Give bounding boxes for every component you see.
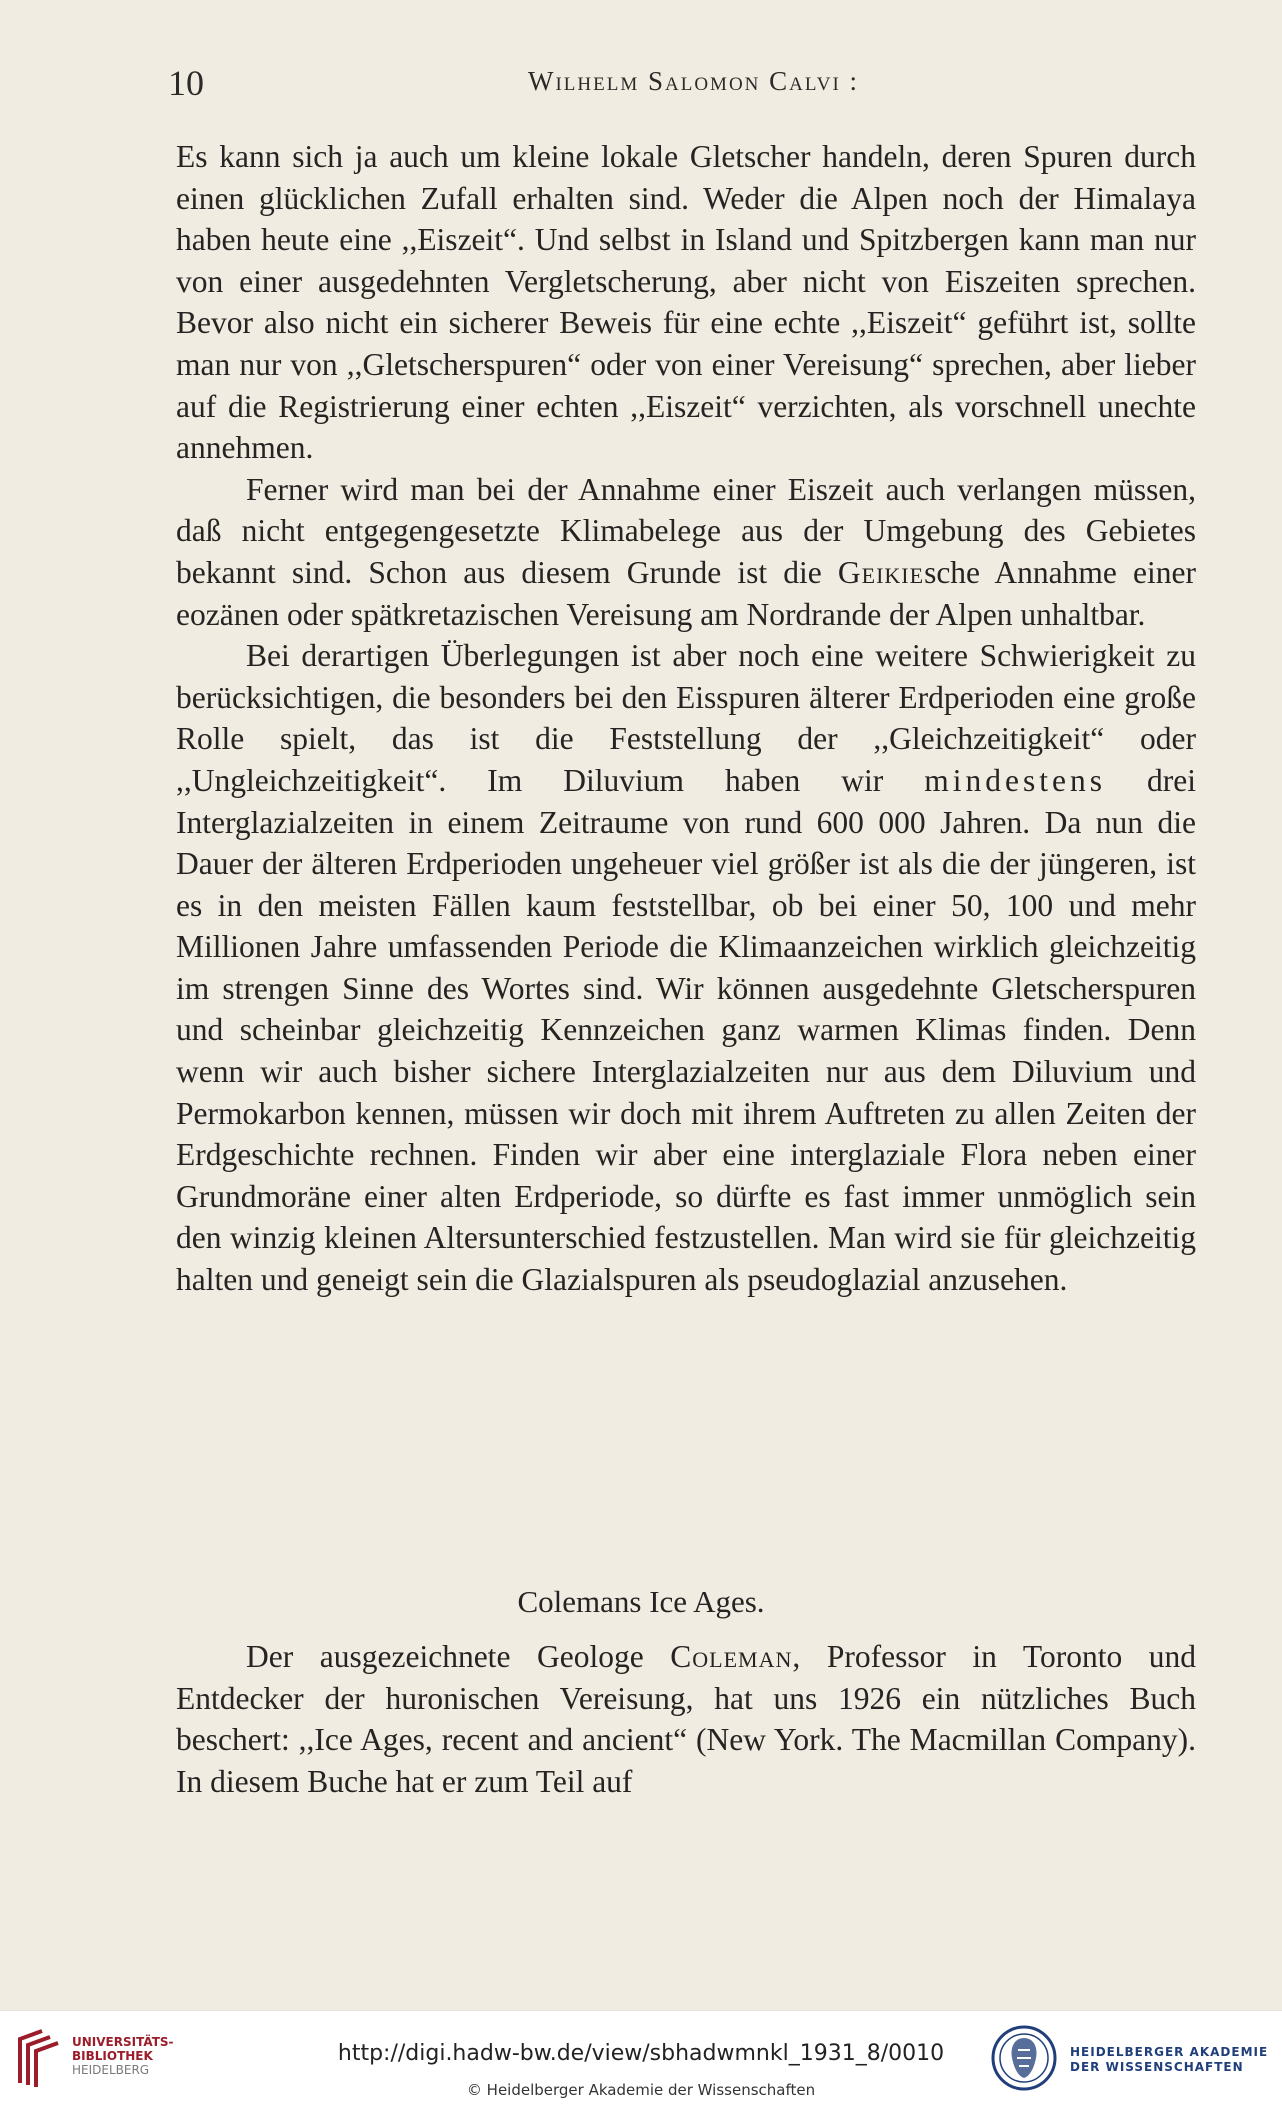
text-block-upper xyxy=(176,136,1196,1301)
paragraph-2-text-b: sche Annahme einer eozänen oder spätkretazischen Vereisung am Nordrande der Alpen unhaltbar. xyxy=(176,554,1196,632)
running-head: Wilhelm Salomon Calvi : xyxy=(528,66,860,96)
text-block-lower xyxy=(176,1636,1196,1802)
paragraph-4-text-b: , Professor in Toronto und Entdecker der huronischen Vereisung, hat uns 1926 ein nützliches Buch beschert: ,,Ice Ages, recent and ancient“ (New York. The Macmillan Company). In diesem Buche hat er zum Teil auf xyxy=(176,1639,1197,1799)
emphasis-mindestens: mindestens xyxy=(924,762,1106,798)
paragraph-4 xyxy=(176,1636,1196,1802)
paragraph-1: Es kann sich ja auch um kleine lokale Gletscher handeln, deren Spuren durch einen glücklichen Zufall erhalten sind. Weder die Alpen noch der Himalaya haben heute eine ,,Eiszeit“. Und selbst in Island und Spitzbergen kann man nur von einer ausgedehnten Vergletscherung, aber nicht von Eiszeiten sprechen. Bevor also nicht ein sicherer Beweis für eine echte ,,Eiszeit“ geführt ist, sollte man nur von ,,Gletscherspuren“ oder von einer Vereisung“ sprechen, aber lieber auf die Registrierung einer echten ,,Eiszeit“ verzichten, als vorschnell unechte annehmen. xyxy=(176,139,1196,466)
paragraph-2 xyxy=(176,469,1196,635)
academy-seal-icon xyxy=(990,2024,1058,2092)
permalink-url[interactable]: http://digi.hadw-bw.de/view/sbhadwmnkl_1931_8/0010 xyxy=(337,2041,945,2066)
footer-bar xyxy=(0,2010,1282,2105)
library-name-line-1: UNIVERSITÄTS- xyxy=(72,2035,174,2049)
paragraph-3-text-a: Bei derartigen Überlegungen ist aber noch eine weitere Schwierigkeit zu berücksichtigen, die besonders bei den Eisspuren älterer Erdperioden eine große Rolle spielt, das ist die Feststellung der ,,Gleichzeitigkeit“ oder ,,Ungleichzeitigkeit“. Im Diluvium haben wir xyxy=(176,638,1196,798)
paragraph-2-text-a: Ferner wird man bei der Annahme einer Eiszeit auch verlangen müssen, daß nicht entgegengesetzte Klimabelege aus der Umgebung des Gebietes bekannt sind. Schon aus diesem Grunde ist die xyxy=(176,471,1196,590)
academy-name xyxy=(1070,2045,1268,2075)
paragraph-4-text-a: Der ausgezeichnete Geologe xyxy=(246,1639,671,1674)
page-number: 10 xyxy=(168,63,204,103)
section-heading: Colemans Ice Ages. xyxy=(517,1584,765,1619)
academy-name-line-1: HEIDELBERGER AKADEMIE xyxy=(1070,2045,1269,2059)
copyright-notice: © Heidelberger Akademie der Wissenschaften xyxy=(466,2081,816,2099)
library-name-line-2: BIBLIOTHEK xyxy=(72,2049,153,2063)
paragraph-3-text-b: drei Interglazialzeiten in einem Zeitraume von rund 600 000 Jahren. Da nun die Dauer der älteren Erdperioden ungeheuer viel größer ist als die der jüngeren, ist es in den meisten Fällen kaum feststellbar, ob bei einer 50, 100 und mehr Millionen Jahre umfassenden Periode die Klimaanzeichen wirklich gleichzeitig im strengen Sinne des Wortes sind. Wir können ausgedehnte Gletscherspuren und scheinbar gleichzeitig Kennzeichen ganz warmen Klimas finden. Denn wenn wir auch bisher sichere Interglazialzeiten nur aus dem Diluvium und Permokarbon kennen, müssen wir doch mit ihrem Auftreten zu allen Zeiten der Erdgeschichte rechnen. Finden wir aber eine interglaziale Flora neben einer Grundmoräne einer alten Erdperiode, so dürfte es fast immer unmöglich sein den winzig kleinen Altersunterschied festzustellen. Man wird sie für gleichzeitig halten und geneigt sein die Glazialspuren als pseudoglazial anzusehen. xyxy=(176,762,1196,1298)
author-name-geikie: Geikie xyxy=(837,554,925,590)
library-name-line-3: HEIDELBERG xyxy=(72,2063,150,2077)
academy-name-line-2: DER WISSENSCHAFTEN xyxy=(1070,2060,1244,2074)
paragraph-3 xyxy=(176,635,1196,1301)
author-name-coleman: Coleman xyxy=(670,1639,793,1674)
